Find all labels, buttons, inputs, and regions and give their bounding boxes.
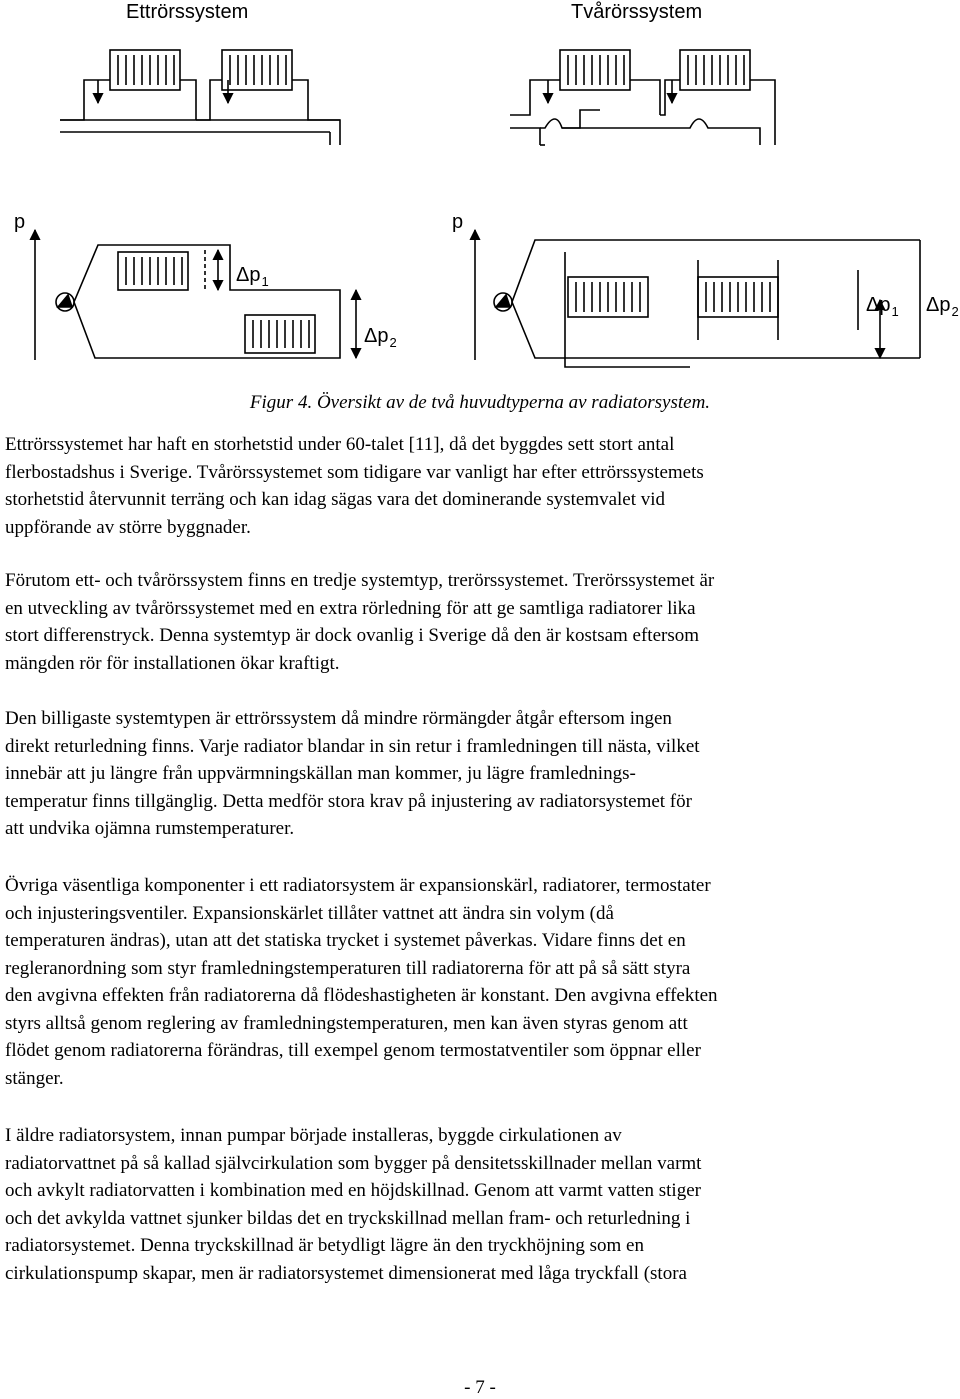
text-line: och injusteringsventiler. Expansionskärlet tillåter vattnet att ändra sin volym (då [5,902,614,924]
text-line: cirkulationspump skapar, men är radiatorsystemet dimensionerat med låga tryckfall (stora [5,1262,687,1284]
text-line: en utveckling av tvårörssystemet med en extra rörledning för att ge samtliga radiatorer lika [5,597,696,619]
paragraph-1 [5,431,950,541]
two-pipe-schematic [510,50,775,145]
text-line: radiatorvattnet på så kallad självcirkulation som bygger på densitetsskillnader mellan varmt [5,1152,702,1174]
paragraph-5 [5,1122,950,1287]
radiator-icon [110,50,180,90]
delta-p2-label-left [364,325,397,350]
text-line: flerbostadshus i Sverige. Tvårörssystemet som tidigare var vanligt har efter ettrörssystemets [5,461,704,483]
figure-caption: Figur 4. Översikt av de två huvudtyperna av radiatorsystem. [249,392,711,413]
text-line: och det avkylda vattnet sjunker bildas det en tryckskillnad mellan fram- och returledning i [5,1207,691,1229]
subscript: 1 [891,304,899,319]
delta-p-text: Δp [236,264,261,286]
delta-p1-label-right [866,294,899,319]
text-line: Övriga väsentliga komponenter i ett radiatorsystem är expansionskärl, radiatorer, termostater [5,875,711,896]
radiator-icon [698,277,778,317]
two-pipe-title: Tvårörssystem [571,1,703,23]
text-line: styrs alltså genom reglering av framledningstemperaturen, men kan även styras genom att [5,1012,688,1034]
delta-p-text: Δp [866,294,891,316]
text-line: uppförande av större byggnader. [5,516,251,538]
text-line: stänger. [5,1067,64,1089]
text-line: mängden rör för installationen ökar kraftigt. [5,652,340,674]
pressure-diagram-left [35,230,356,360]
subscript: 2 [951,304,959,319]
radiator-icon [118,252,188,290]
text-line: att undvika ojämna rumstemperaturer. [5,818,295,839]
page-number: - 7 - [464,1377,496,1398]
paragraph-2 [5,567,950,677]
pressure-axis-label-right: p [452,211,464,233]
text-line: Ettrörssystemet har haft en storhetstid under 60-talet [11], då det byggdes sett stort antal [5,434,675,455]
one-pipe-schematic [60,50,340,145]
radiator-icon [680,50,750,90]
text-line: radiatorsystemet. Denna tryckskillnad är betydligt lägre än den tryckhöjning som en [5,1235,644,1256]
text-line: I äldre radiatorsystem, innan pumpar började installeras, byggde cirkulationen av [5,1125,622,1146]
text-line: storhetstid återvunnit terräng och kan idag sägas vara det dominerande systemvalet vid [5,489,666,510]
radiator-icon [568,277,648,317]
delta-p1-label-left [236,264,269,289]
text-line: Den billigaste systemtypen är ettrörssystem då mindre rörmängder åtgår eftersom ingen [5,708,672,729]
radiator-icon [245,315,315,353]
text-line: direkt returledning finns. Varje radiator blandar in sin retur i framledningen till nästa, vilket [5,735,700,757]
pressure-axis-label-left: p [14,211,26,233]
text-line: och avkylt radiatorvatten i kombination med en höjdskillnad. Genom att varmt vatten stiger [5,1180,701,1201]
text-line: temperaturen ändras), utan att det statiska trycket i systemet påverkas. Vidare finns det en [5,930,686,951]
one-pipe-title: Ettrörssystem [126,1,249,23]
delta-p-text: Δp [364,325,389,347]
text-line: den avgivna effekten från radiatorerna då flödeshastigheten är konstant. Den avgivna effekten [5,985,718,1006]
radiator-icon [222,50,292,90]
pressure-diagram-right [475,230,920,367]
text-line: regleranordning som styr framledningstemperaturen till radiatorerna för att på så sätt styra [5,957,691,979]
subscript: 2 [389,335,397,350]
text-line: innebär att ju längre från uppvärmningskällan man kommer, ju lägre framlednings- [5,763,636,784]
delta-p-text: Δp [926,294,951,316]
radiator-icon [560,50,630,90]
delta-p2-label-right [926,294,959,319]
paragraph-3 [5,705,950,843]
text-line: Förutom ett- och tvårörssystem finns en tredje systemtyp, trerörssystemet. Trerörssystemet är [5,570,715,591]
text-line: flödet genom radiatorerna förändras, till exempel genom termostatventiler som öppnar eller [5,1040,701,1061]
text-line: stort differenstryck. Denna systemtyp är dock ovanlig i Sverige då den är kostsam eftersom [5,625,700,646]
paragraph-4 [5,872,950,1092]
subscript: 1 [261,274,269,289]
text-line: temperatur finns tillgänglig. Detta medför stora krav på injustering av radiatorsystemet för [5,790,692,812]
radiator-system-figure [0,0,960,390]
